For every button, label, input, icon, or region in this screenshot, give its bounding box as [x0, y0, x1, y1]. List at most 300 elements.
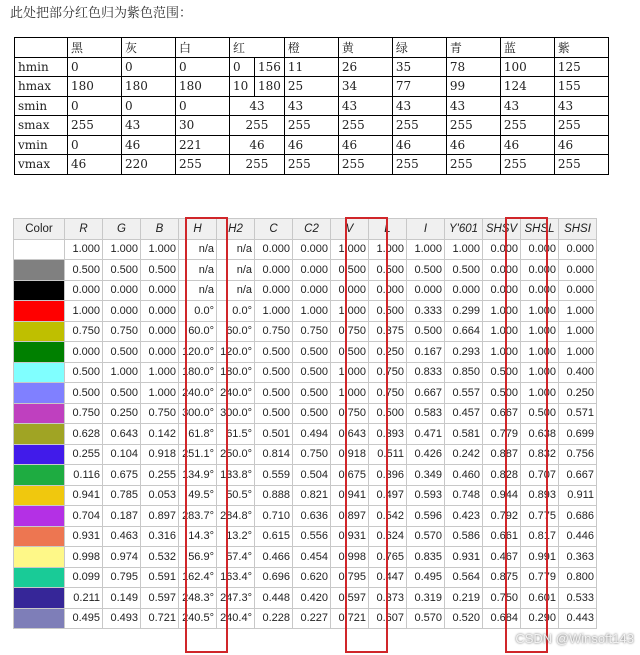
table-cell: 0.661 [483, 526, 521, 547]
table-cell: 0.500 [483, 383, 521, 404]
table-cell: 0.520 [445, 608, 483, 629]
color-swatch [14, 362, 65, 383]
table-cell: 0.000 [255, 260, 293, 281]
table-cell: 0.893 [521, 485, 559, 506]
color-swatch [14, 608, 65, 629]
table-cell: 0.457 [445, 403, 483, 424]
table-cell: 1.000 [103, 239, 141, 260]
color-swatch [14, 465, 65, 486]
table-cell: 0.443 [559, 608, 597, 629]
table-cell: 0.116 [65, 465, 103, 486]
table-cell: 240.4° [217, 608, 255, 629]
table-cell: 14.3° [179, 526, 217, 547]
table-cell: 1.000 [521, 342, 559, 363]
table-header-cell: R [65, 219, 103, 240]
table-cell: 100 [500, 57, 554, 77]
table-cell: 0.500 [255, 342, 293, 363]
color-swatch [14, 403, 65, 424]
table-cell: 0.620 [293, 567, 331, 588]
table-cell: 180.0° [179, 362, 217, 383]
table-cell: 0.299 [445, 301, 483, 322]
table-cell: 156 [255, 57, 285, 77]
table-cell: 46 [500, 135, 554, 155]
table-cell: 0.828 [483, 465, 521, 486]
table-cell: 61.8° [179, 424, 217, 445]
row-label: smin [15, 96, 68, 116]
table-cell: 50.5° [217, 485, 255, 506]
table-cell: 43 [122, 116, 176, 136]
table-header-cell: Color [14, 219, 65, 240]
table-cell: 0.628 [65, 424, 103, 445]
table-cell: 180 [68, 77, 122, 97]
table-cell: 0.500 [293, 362, 331, 383]
table-cell: 255 [554, 116, 608, 136]
table-cell: 0.460 [445, 465, 483, 486]
table-cell: 0.500 [103, 260, 141, 281]
color-swatch [14, 342, 65, 363]
table-cell: 35 [392, 57, 446, 77]
table-header-cell: G [103, 219, 141, 240]
table-cell: 0.467 [483, 547, 521, 568]
table-cell: 43 [230, 96, 285, 116]
table-cell: 0.228 [255, 608, 293, 629]
table-cell: 0.000 [293, 280, 331, 301]
table-cell: 300.0° [217, 403, 255, 424]
table-header-cell: 黄 [338, 38, 392, 58]
table-cell: n/a [179, 239, 217, 260]
table-cell: 0.447 [369, 567, 407, 588]
table-cell: 0.500 [331, 260, 369, 281]
table-cell: 0.707 [521, 465, 559, 486]
table-cell: 155 [554, 77, 608, 97]
table-cell: 0.454 [293, 547, 331, 568]
table-cell: 240.0° [179, 383, 217, 404]
table-cell: 255 [554, 155, 608, 175]
table-header-cell: 蓝 [500, 38, 554, 58]
table-cell: 0.500 [483, 362, 521, 383]
table-cell: 0.795 [103, 567, 141, 588]
table-cell: 255 [176, 155, 230, 175]
table-cell: 0.532 [141, 547, 179, 568]
table-cell: 0.821 [293, 485, 331, 506]
table-cell: 0.142 [141, 424, 179, 445]
table-cell: 0.918 [331, 444, 369, 465]
table-cell: 0.000 [141, 342, 179, 363]
table-cell: 0.615 [255, 526, 293, 547]
table-header-cell: 紫 [554, 38, 608, 58]
table-cell: 0.696 [255, 567, 293, 588]
table-header-cell: 红 [230, 38, 285, 58]
table-cell: 0 [176, 96, 230, 116]
table-cell: 0.624 [369, 526, 407, 547]
table-cell: 255 [392, 116, 446, 136]
table-cell: 1.000 [293, 301, 331, 322]
table-cell: 0.227 [293, 608, 331, 629]
table-cell: 0.000 [141, 321, 179, 342]
table-header-cell: H [179, 219, 217, 240]
table-cell: 0.167 [407, 342, 445, 363]
table-cell: 0.779 [521, 567, 559, 588]
color-swatch [14, 444, 65, 465]
table-cell: 0.250 [103, 403, 141, 424]
table-cell: 0.559 [255, 465, 293, 486]
table-cell: 1.000 [141, 383, 179, 404]
table-cell: 0.250 [559, 383, 597, 404]
table-cell: 0.583 [407, 403, 445, 424]
table-cell: 46 [392, 135, 446, 155]
table-cell: 0.944 [483, 485, 521, 506]
table-cell: 0.219 [445, 588, 483, 609]
table-cell: 250.0° [217, 444, 255, 465]
table-cell: 0.500 [407, 260, 445, 281]
table-cell: 0.750 [369, 383, 407, 404]
table-cell: 0.448 [255, 588, 293, 609]
color-swatch [14, 301, 65, 322]
table-cell: 0.667 [407, 383, 445, 404]
table-header-cell: I [407, 219, 445, 240]
table-header-cell: 灰 [122, 38, 176, 58]
table-cell: 0.446 [559, 526, 597, 547]
table-cell: 0.000 [293, 260, 331, 281]
table-cell: 0.500 [369, 301, 407, 322]
table-cell: 255 [284, 116, 338, 136]
table-cell: 0.0° [179, 301, 217, 322]
table-cell: 0.785 [103, 485, 141, 506]
table-cell: 0.500 [141, 260, 179, 281]
table-cell: 0.597 [331, 588, 369, 609]
table-cell: 0.501 [255, 424, 293, 445]
table-cell: 0.463 [103, 526, 141, 547]
table-cell: 255 [446, 116, 500, 136]
table-cell: 0.887 [483, 444, 521, 465]
table-cell: 0.393 [369, 424, 407, 445]
table-cell: 0.750 [331, 403, 369, 424]
table-row [15, 135, 609, 155]
table-cell: 0.000 [559, 260, 597, 281]
table-cell: 0.000 [521, 260, 559, 281]
table-cell: 0.000 [255, 280, 293, 301]
table-cell: 43 [446, 96, 500, 116]
table-cell: 46 [554, 135, 608, 155]
table-cell: 0.000 [483, 280, 521, 301]
table-cell: 0.570 [407, 526, 445, 547]
table-cell: 0.000 [445, 280, 483, 301]
table-cell: 0.211 [65, 588, 103, 609]
table-cell: 49.5° [179, 485, 217, 506]
table-cell: 0.750 [103, 321, 141, 342]
table-cell: 0.290 [521, 608, 559, 629]
table-cell: 120.0° [179, 342, 217, 363]
table-cell: 0.699 [559, 424, 597, 445]
table-cell: 1.000 [559, 301, 597, 322]
table-cell: 0.721 [331, 608, 369, 629]
row-label: hmax [15, 77, 68, 97]
table-cell: 133.8° [217, 465, 255, 486]
table-cell: 46 [446, 135, 500, 155]
table-cell: 0.991 [521, 547, 559, 568]
table-cell: 0.000 [483, 239, 521, 260]
table-cell: 255 [68, 116, 122, 136]
table-cell: 0.888 [255, 485, 293, 506]
table-cell: 0.000 [521, 280, 559, 301]
color-swatch [14, 280, 65, 301]
table-cell: 0.500 [407, 321, 445, 342]
table-cell: 0.597 [141, 588, 179, 609]
table-cell: 0.792 [483, 506, 521, 527]
table-cell: 1.000 [65, 239, 103, 260]
table-cell: 1.000 [521, 383, 559, 404]
table-cell: 1.000 [483, 301, 521, 322]
table-cell: n/a [179, 260, 217, 281]
table-cell: 0.000 [559, 239, 597, 260]
table-header-cell: 绿 [392, 38, 446, 58]
table-cell: 1.000 [141, 239, 179, 260]
table-cell: 0.835 [407, 547, 445, 568]
table-cell: 284.8° [217, 506, 255, 527]
table-cell: 46 [122, 135, 176, 155]
table-cell: 46 [68, 155, 122, 175]
table-cell: 255 [500, 155, 554, 175]
table-header-cell: C2 [293, 219, 331, 240]
table-cell: 0.750 [483, 588, 521, 609]
table-cell: n/a [217, 239, 255, 260]
table-cell: 0.250 [369, 342, 407, 363]
table-cell: 0.000 [65, 342, 103, 363]
table-cell: 0.800 [559, 567, 597, 588]
table-cell: 0.255 [65, 444, 103, 465]
table-cell: 0.293 [445, 342, 483, 363]
watermark: CSDN @Winsoft143 [515, 631, 634, 646]
table-cell: 10 [230, 77, 255, 97]
table-cell: 0.500 [369, 260, 407, 281]
table-cell: 0.918 [141, 444, 179, 465]
table-cell: 0.500 [521, 403, 559, 424]
table-cell: 0.601 [521, 588, 559, 609]
table-cell: 1.000 [445, 239, 483, 260]
color-swatch [14, 321, 65, 342]
color-swatch [14, 547, 65, 568]
table-cell: 0.000 [369, 280, 407, 301]
highlight-v-column [345, 217, 388, 653]
color-swatch [14, 485, 65, 506]
table-header-cell: 青 [446, 38, 500, 58]
table-cell: 1.000 [103, 362, 141, 383]
table-cell: 0.495 [65, 608, 103, 629]
table-cell: 255 [500, 116, 554, 136]
table-cell: 1.000 [331, 301, 369, 322]
table-cell: 43 [284, 96, 338, 116]
color-swatch [14, 567, 65, 588]
table-cell: 0.591 [141, 567, 179, 588]
table-cell: 34 [338, 77, 392, 97]
table-cell: 57.4° [217, 547, 255, 568]
table-cell: 240.0° [217, 383, 255, 404]
table-cell: 0.000 [293, 239, 331, 260]
table-cell: 0.363 [559, 547, 597, 568]
table-cell: 0.795 [331, 567, 369, 588]
row-label: vmin [15, 135, 68, 155]
table-cell: 56.9° [179, 547, 217, 568]
table-cell: 0 [230, 57, 255, 77]
table-cell: 1.000 [407, 239, 445, 260]
table-header-cell: SHSL [521, 219, 559, 240]
table-cell: 11 [284, 57, 338, 77]
table-cell: 0.242 [445, 444, 483, 465]
table-cell: 0.750 [65, 321, 103, 342]
table-cell: 0.684 [483, 608, 521, 629]
table-cell: 0.941 [65, 485, 103, 506]
table-cell: 0.000 [141, 301, 179, 322]
table-cell: 30 [176, 116, 230, 136]
table-cell: 46 [284, 135, 338, 155]
table-cell: 78 [446, 57, 500, 77]
table-cell: 255 [338, 155, 392, 175]
table-header-cell: SHSI [559, 219, 597, 240]
table-cell: 0.765 [369, 547, 407, 568]
table-cell: 0.931 [331, 526, 369, 547]
table-cell: 0.750 [331, 321, 369, 342]
table-cell: 0.756 [559, 444, 597, 465]
table-cell: 0.750 [65, 403, 103, 424]
table-header-cell: L [369, 219, 407, 240]
table-cell: 0.349 [407, 465, 445, 486]
table-cell: 0.542 [369, 506, 407, 527]
table-cell: 0.000 [103, 280, 141, 301]
table-cell: 0.000 [331, 280, 369, 301]
table-cell: 0.500 [255, 403, 293, 424]
table-cell: 255 [392, 155, 446, 175]
table-cell: 0.500 [103, 383, 141, 404]
table-cell: 0.897 [331, 506, 369, 527]
table-cell: 0.564 [445, 567, 483, 588]
table-cell: 77 [392, 77, 446, 97]
table-cell: 0.423 [445, 506, 483, 527]
table-cell: 0.817 [521, 526, 559, 547]
table-cell: 0.636 [293, 506, 331, 527]
table-cell: 0.775 [521, 506, 559, 527]
table-cell: 0.000 [255, 239, 293, 260]
table-cell: 0.316 [141, 526, 179, 547]
table-cell: 0.779 [483, 424, 521, 445]
table-cell: 125 [554, 57, 608, 77]
table-cell: 25 [284, 77, 338, 97]
table-header-cell: B [141, 219, 179, 240]
table-cell: 220 [122, 155, 176, 175]
table-cell: 251.1° [179, 444, 217, 465]
table-cell: 283.7° [179, 506, 217, 527]
table-cell: 0.420 [293, 588, 331, 609]
table-cell: 43 [392, 96, 446, 116]
table-cell: 0.750 [141, 403, 179, 424]
table-cell: 0.557 [445, 383, 483, 404]
table-cell: 0.750 [293, 444, 331, 465]
table-cell: 0.814 [255, 444, 293, 465]
table-cell: 0 [68, 57, 122, 77]
table-cell: 0.500 [445, 260, 483, 281]
table-cell: 0.497 [369, 485, 407, 506]
table-row [15, 57, 609, 77]
table-header-cell: C [255, 219, 293, 240]
table-cell: 0.0° [217, 301, 255, 322]
table-cell: 0.748 [445, 485, 483, 506]
table-header-cell: 橙 [284, 38, 338, 58]
table-cell: 0.471 [407, 424, 445, 445]
table-cell: 0.664 [445, 321, 483, 342]
table-cell: 0.504 [293, 465, 331, 486]
table-cell: 1.000 [369, 239, 407, 260]
color-swatch [14, 526, 65, 547]
row-label: smax [15, 116, 68, 136]
color-swatch [14, 424, 65, 445]
table-cell: 0.511 [369, 444, 407, 465]
table-cell: 0.493 [103, 608, 141, 629]
row-label: hmin [15, 57, 68, 77]
color-swatch [14, 383, 65, 404]
table-cell: 0.721 [141, 608, 179, 629]
table-cell: 43 [338, 96, 392, 116]
table-cell: 0.500 [369, 403, 407, 424]
table-cell: 0.570 [407, 608, 445, 629]
table-cell: 1.000 [483, 321, 521, 342]
table-cell: 1.000 [65, 301, 103, 322]
table-cell: 255 [338, 116, 392, 136]
table-cell: 46 [338, 135, 392, 155]
table-cell: 1.000 [483, 342, 521, 363]
table-cell: 0.675 [103, 465, 141, 486]
table-cell: 0.500 [255, 383, 293, 404]
table-cell: 0.333 [407, 301, 445, 322]
table-cell: 0.000 [483, 260, 521, 281]
table-cell: 0.704 [65, 506, 103, 527]
table-cell: 134.9° [179, 465, 217, 486]
highlight-h-column [185, 217, 228, 653]
table-cell: n/a [217, 260, 255, 281]
table-cell: 0.833 [407, 362, 445, 383]
table-cell: 0.104 [103, 444, 141, 465]
table-cell: 0.375 [369, 321, 407, 342]
table-cell: 13.2° [217, 526, 255, 547]
table-cell: 180 [176, 77, 230, 97]
table-cell: 0.875 [483, 567, 521, 588]
table-cell: 1.000 [255, 301, 293, 322]
table-cell: 0.466 [255, 547, 293, 568]
table-cell: 255 [284, 155, 338, 175]
table-cell: 0.000 [141, 280, 179, 301]
table-cell: 0 [68, 96, 122, 116]
table-row [15, 116, 609, 136]
table-cell: 0.500 [331, 342, 369, 363]
table-cell: 0.319 [407, 588, 445, 609]
table-cell: 0.596 [407, 506, 445, 527]
row-label: vmax [15, 155, 68, 175]
table-cell: 162.4° [179, 567, 217, 588]
table-cell: 1.000 [521, 301, 559, 322]
table-header-cell: V [331, 219, 369, 240]
table-cell: 0.373 [369, 588, 407, 609]
table-row [15, 155, 609, 175]
table-cell: 0.400 [559, 362, 597, 383]
table-header-cell [15, 38, 68, 58]
table-cell: 0.931 [65, 526, 103, 547]
table-cell: 0.750 [293, 321, 331, 342]
table-header-cell: 黑 [68, 38, 122, 58]
table-cell: 0.643 [103, 424, 141, 445]
table-cell: 0.255 [141, 465, 179, 486]
table-cell: 180 [122, 77, 176, 97]
table-cell: 1.000 [331, 239, 369, 260]
color-swatch [14, 260, 65, 281]
table-cell: 43 [500, 96, 554, 116]
